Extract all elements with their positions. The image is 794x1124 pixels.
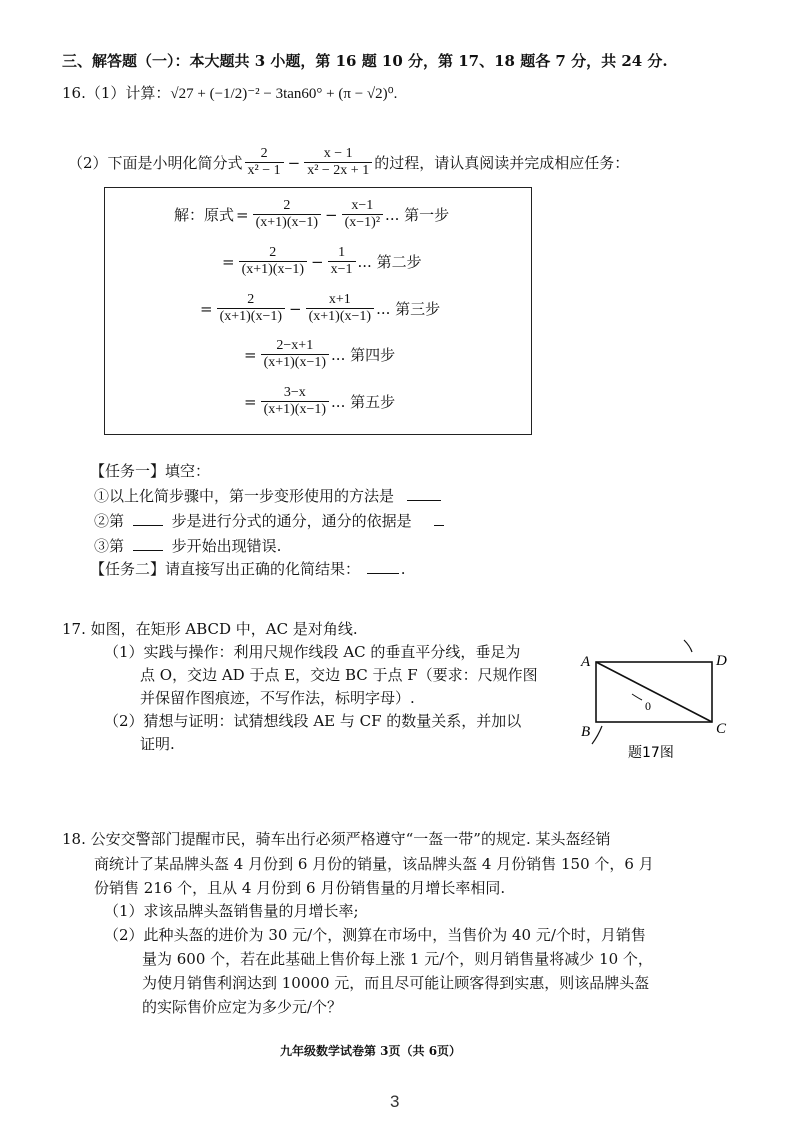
page-footer: 九年级数学试卷第 3页（共 6页） [280,1044,462,1058]
task1-item-3: ③第 步开始出现错误. [94,537,282,555]
solution-step-2: = $\frac{2}{(x+1)(x-1)}$ − $\frac{1}{x-1}$ ... 第二步 [222,245,422,277]
construction-arc-mid [632,694,642,700]
q18-line-4: （1）求该品牌头盔销售量的月增长率; [104,902,359,920]
page-number: 3 [390,1092,400,1111]
figure-caption: 题17图 [628,745,674,761]
q17-stem: 17. 如图，在矩形 ABCD 中，AC 是对角线. [62,620,358,638]
answer-blank[interactable] [367,559,399,574]
q16-part1-prefix: 16.（1）计算： [62,84,171,102]
construction-arc-bottom [592,726,602,744]
label-b: B [581,724,591,740]
answer-blank[interactable] [133,536,163,551]
answer-blank[interactable] [434,511,444,526]
q18-line-6: 量为 600 个，若在此基础上售价每上涨 1 元/个，则月销售量将减少 10 个， [142,950,653,968]
q18-line-3: 份销售 216 个，且从 4 月份到 6 月份销售量的月增长率相同. [94,879,506,897]
answer-blank[interactable] [133,511,163,526]
q18-line-7: 为使月销售利润达到 10000 元，而且尽可能让顾客得到实惠，则该品牌头盔 [142,974,650,992]
solution-step-1: 解：原式 = $\frac{2}{(x+1)(x-1)}$ − $\frac{x-1}{\text{(x−1)²}}$ ... 第一步 [174,198,450,230]
q16-frac1: $\frac{2}{\text{x² − 1}}$ [245,146,284,179]
solution-step-4: = $\frac{2-x+1}{(x+1)(x-1)}$ ... 第四步 [244,338,396,370]
q17-line-2: 点 O，交边 AD 于点 E，交边 BC 于点 F（要求：尺规作图 [140,666,538,684]
construction-arc-top [684,640,692,652]
q18-line-8: 的实际售价应定为多少元/个？ [142,998,343,1016]
section-header: 三、解答题（一）：本大题共 3 小题，第 16 题 10 分，第 17、18 题各 7 分，共 24 分. [62,52,668,70]
solution-step-5: = $\frac{3-x}{(x+1)(x-1)}$ ... 第五步 [244,385,396,417]
q16-part2-prefix: （2）下面是小明化简分式 [68,154,243,172]
q16-part2-stem: （2）下面是小明化简分式 $\frac{2}{\text{x² − 1}}$ − $\frac{x - 1}{\text{x² − 2x + 1}}$ 的过程，请认真阅读并完成相应任务： [68,146,630,178]
label-o: 0 [645,699,651,713]
solution-intro: 解：原式 [174,206,235,224]
task1-item-2: ②第 步是进行分式的通分，通分的依据是 [94,510,444,531]
q16-part1 [62,82,397,103]
task1-title: 【任务一】填空： [90,462,211,480]
q17-line-1: （1）实践与操作：利用尺规作线段 AC 的垂直平分线，垂足为 [104,643,521,661]
label-d: D [716,653,727,669]
task2: 【任务二】请直接写出正确的化简结果： . [90,560,406,578]
q18-line-1: 18. 公安交警部门提醒市民，骑车出行必须严格遵守“一盔一带”的规定. 某头盔经销 [62,830,611,848]
q17-line-5: 证明. [140,735,175,753]
q18-line-2: 商统计了某品牌头盔 4 月份到 6 月份的销量，该品牌头盔 4 月份销售 150 个，6 月 [94,855,654,873]
diagonal-ac [596,662,712,722]
q18-line-5: （2）此种头盔的进价为 30 元/个，测算在市场中，当售价为 40 元/个时，月销售 [104,926,646,944]
q17-line-4: （2）猜想与证明：试猜想线段 AE 与 CF 的数量关系，并加以 [104,712,522,730]
q16-part1-expr: √27 + (−1/2)⁻² − 3tan60° + (π − √2)⁰. [170,86,398,102]
label-c: C [716,721,727,737]
q16-part2-suffix: 的过程，请认真阅读并完成相应任务： [374,154,630,172]
task1-item-1: ①以上化简步骤中，第一步变形使用的方法是 [94,485,441,506]
q16-frac2: $\frac{x - 1}{\text{x² − 2x + 1}}$ [304,146,372,179]
q17-line-3: 并保留作图痕迹，不写作法，标明字母）. [140,689,415,707]
solution-step-3: = $\frac{2}{(x+1)(x-1)}$ − $\frac{x+1}{(x+1)(x-1)}$ ... 第三步 [200,292,441,324]
q17-figure [572,632,742,772]
label-a: A [581,654,591,670]
answer-blank[interactable] [407,486,441,501]
